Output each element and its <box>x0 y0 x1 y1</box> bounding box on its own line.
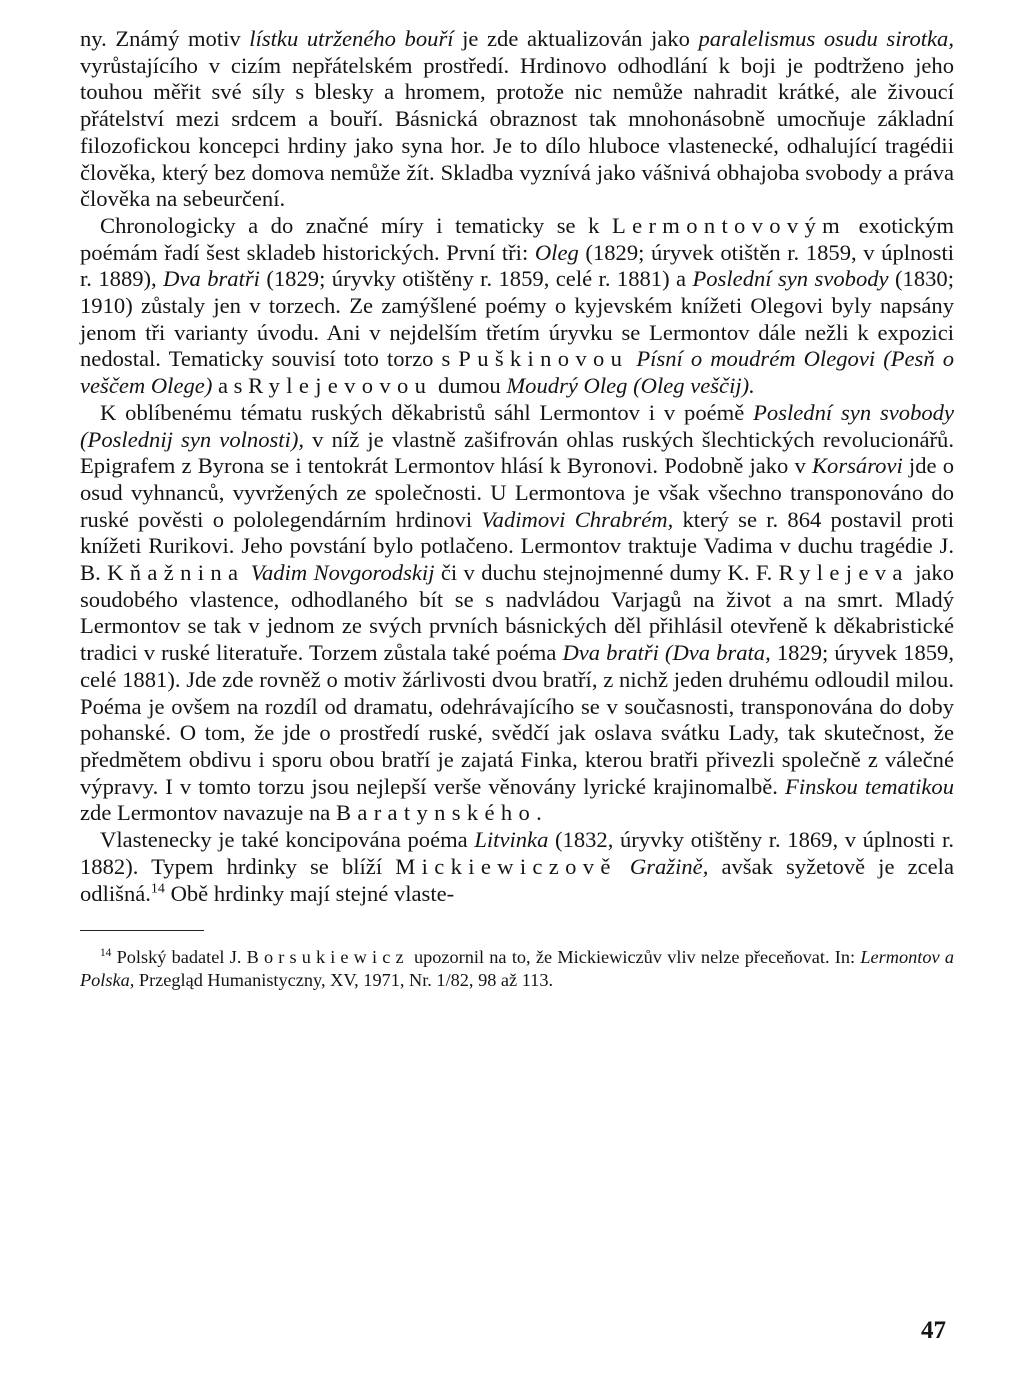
page-number: 47 <box>921 1317 946 1344</box>
paragraph: Vlastenecky je také koncipována poéma Litvinka (1832, úryvky otištěny r. 1869, v úplnosti r. 1882). Typem hrdinky se blíží Mickiewiczově Gražině, avšak syžetově je zcela odlišná.$^{14}$ Obě hrdinky mají stejné vlaste- <box>80 827 954 906</box>
spaced-name: Rylejeva <box>778 560 909 586</box>
paragraph: ny. Známý motiv lístku utrženého bouří je zde aktualizován jako paralelismus osudu sirotka, vyrůstajícího v cizím nepřátelském prostředí. Hrdinovo odhodlání k boji je podtrženo jeho touhou měřit své síly s blesky a hromem, protože nic nemůže nahradit krátké, ale živoucí přátelství mezi srdcem a bouří. Básnická obraznost tak mnohonásobně umocňuje základní filozofickou koncepci hrdiny jako syna hor. Je to dílo hluboce vlastenecké, odhalující tragédii člověka, který bez domova nemůže žít. Skladba vyznívá jako vášnivá obhajoba svobody a práva člověka na sebeurčení. <box>80 26 954 212</box>
paragraph: K oblíbenému tématu ruských děkabristů sáhl Lermontov i v poémě Poslední syn svobody (Poslednij syn volnosti), v níž je vlastně zašifrován ohlas ruských šlechtických revolucionářů. Epigrafem z Byrona se i tentokrát Lermontov hlásí k Byronovi. Podobně jako v Korsárovi jde o osud vyhnanců, vyvržených ze společnosti. U Lermontova je však všechno transponováno do ruské pověsti o pololegendárním hrdinovi Vadimovi Chrabrém, který se r. 864 postavil proti knížeti Rurikovi. Jeho povstání bylo potlačeno. Lermontov traktuje Vadima v duchu tragédie J. B. Kňažnina Vadim Novgorodskij či v duchu stejnojmenné dumy K. F. Rylejeva jako soudobého vlastence, odhodlaného bít se s nadvládou Varjagů na život a na smrt. Mladý Lermontov se tak v jednom ze svých prvních básnických děl přihlásil otevřeně k děkabristické tradici v ruské literatuře. Torzem zůstala také poéma Dva bratři (Dva brata, 1829; úryvek 1859, celé 1881). Jde zde rovněž o motiv žárlivosti dvou bratří, z nichž jeden druhému odloudil milou. Poéma je ovšem na rozdíl od dramatu, odehrávajícího se v současnosti, transponována do doby pohanské. O tom, že jde o prostředí ruské, svědčí jak oslava svátku Lady, tak skutečnost, že předmětem obdivu i sporu obou bratří je zajatá Finka, kterou bratři přivezli společně z válečné výpravy. I v tomto torzu jsou nejlepší verše věnovány lyrické krajinomalbě. Finskou tematikou zde Lermontov navazuje na Baratynského. <box>80 399 954 826</box>
footnote-marker: 14 <box>150 880 165 896</box>
footnote: $^{14}$ Polský badatel J. Borsukiewicz upozornil na to, že Mickiewiczův vliv nelze přeceňovat. In: Lermontov a Polska, Przegląd Humanistyczny, XV, 1971, Nr. 1/82, 98 až 113. <box>80 947 954 991</box>
italic-span: Dva bratři <box>163 266 260 292</box>
spaced-name: Lermontovovým <box>611 212 847 238</box>
italic-span: Gražině, <box>629 853 709 879</box>
spaced-name: Baratynského <box>335 800 537 826</box>
italic-span: Dva bratři (Dva brata, <box>562 640 771 666</box>
spaced-name: Borsukiewicz <box>246 947 409 968</box>
italic-span: paralelismus osudu sirotka, <box>698 26 954 51</box>
italic-span: Finskou tematikou <box>785 773 954 799</box>
italic-span: Vadim Novgorodskij <box>250 560 435 586</box>
italic-span: Lermontov a Polska, <box>80 947 954 991</box>
footnote-marker: 14 <box>100 947 112 960</box>
page <box>80 26 954 992</box>
spaced-name: Rylejevovou <box>248 373 433 399</box>
italic-span: Poslední syn svobody (Poslednij syn volnosti), <box>80 399 954 452</box>
spaced-name: Puškinovou <box>458 346 629 372</box>
italic-span: Oleg <box>534 239 579 265</box>
paragraph: Chronologicky a do značné míry i tematicky se k Lermontovovým exotickým poémám řadí šest skladeb historických. První tři: Oleg (1829; úryvek otištěn r. 1859, v úplnosti r. 1889), Dva bratři (1829; úryvky otištěny r. 1859, celé r. 1881) a Poslední syn svobody (1830; 1910) zůstaly jen v torzech. Ze zamýšlené poémy o kyjevském knížeti Olegovi byly napsány jenom tři varianty úvodu. Ani v nejdelším třetím úryvku se Lermontov dále nežli k expozici nedostal. Tematicky souvisí toto torzo s Puškinovou Písní o moudrém Olegovi (Pesň o veščem Olege) a s Rylejevovou dumou Moudrý Oleg (Oleg veščij). <box>80 212 954 399</box>
italic-span: Korsárovi <box>811 453 903 479</box>
italic-span: Písní o moudrém Olegovi (Pesň o veščem Olege) <box>80 346 954 399</box>
italic-span: Moudrý Oleg (Oleg veščij). <box>506 373 755 399</box>
italic-span: Litvinka <box>474 827 549 853</box>
footnote-divider <box>80 930 204 931</box>
italic-span: Poslední syn svobody <box>692 266 889 292</box>
spaced-name: Mickiewiczově <box>395 853 617 879</box>
spaced-name: Kňažnina <box>107 560 245 586</box>
italic-span: lístku utrženého bouří <box>249 26 454 51</box>
italic-span: Vadimovi Chrabrém, <box>481 506 674 532</box>
